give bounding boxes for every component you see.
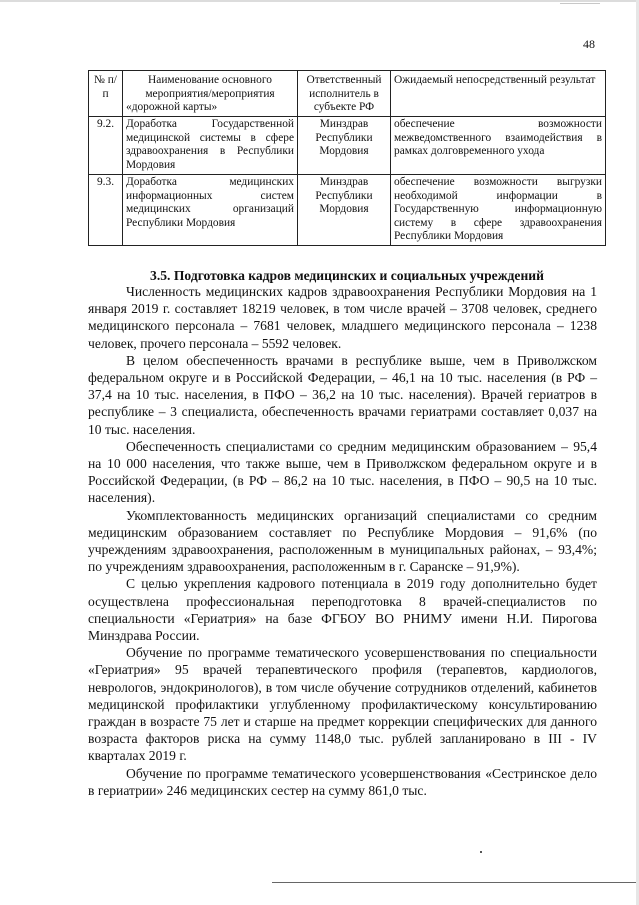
section-title: 3.5. Подготовка кадров медицинских и социальных учреждений	[150, 268, 544, 283]
paragraph: С целью укрепления кадрового потенциала в 2019 году дополнительно будет осуществлена профессиональная переподготовка 8 врачей-специалистов по специальности «Гериатрия» на базе ФГБОУ ВО РНИМУ имени Н.И. Пирогова Минздрава России.	[88, 576, 597, 644]
scan-artifact	[480, 851, 482, 853]
header-number: № п/п	[89, 71, 123, 117]
paragraph: Укомплектованность медицинских организаций специалистами со средним медицинским образованием составляет по Республике Мордовия – 91,6% (по учреждениям здравоохранения, расположенным в муниципальных районах, – 93,4%; по учреждениям здравоохранения, расположенным в г. Саранске – 91,9%).	[88, 507, 597, 575]
page-number: 48	[583, 37, 595, 51]
header-result: Ожидаемый непосредственный результат	[391, 71, 606, 117]
paragraph: Численность медицинских кадров здравоохранения Республики Мордовия на 1 января 2019 г. составляет 18219 человек, в том числе врачей – 3708 человек, среднего медицинского персонала – 7681 человек, младшего медицинского персонала – 1238 человек, прочего персонала – 5592 человек.	[88, 284, 597, 351]
row-number: 9.2.	[89, 117, 123, 175]
table-row	[89, 117, 606, 175]
scan-top-edge	[0, 0, 639, 2]
row-result: обеспечение возможности выгрузки необходимой информации в Государственную информационную систему в сфере здравоохранения Республики Мордовия	[391, 175, 606, 246]
row-activity: Доработка медицинских информационных систем медицинских организаций Республики Мордовия	[123, 175, 298, 246]
header-activity: Наименование основного мероприятия/мероприятия «дорожной карты»	[123, 71, 298, 117]
row-responsible: Минздрав Республики Мордовия	[298, 117, 391, 175]
row-responsible: Минздрав Республики Мордовия	[298, 175, 391, 246]
row-number: 9.3.	[89, 175, 123, 246]
table-header-row	[89, 71, 606, 117]
table-row	[89, 175, 606, 246]
paragraph: Обучение по программе тематического усовершенствования по специальности «Гериатрия» 95 врачей терапевтического профиля (терапевтов, кардиологов, неврологов, эндокринологов), в том числе обучение сотрудников отделений, кабинетов медицинской профилактики углубленному профилактическому консультированию граждан в возрасте 75 лет и старше на предмет коррекции специфических для данного возраста факторов риска на сумму 1148,0 тыс. рублей запланировано в III - IV кварталах 2019 г.	[88, 645, 597, 764]
row-activity: Доработка Государственной медицинской системы в сфере здравоохранения в Республики Мордовия	[123, 117, 298, 175]
header-responsible: Ответственный исполнитель в субъекте РФ	[298, 71, 391, 117]
paragraph: Обеспеченность специалистами со средним медицинским образованием – 95,4 на 10 000 населения, что также выше, чем в Приволжском федеральном округе и в Российской Федерации, (в РФ – 86,2 на 10 тыс. населения, в ПФО – 90,5 на 10 тыс. населения).	[88, 438, 597, 506]
footer-rule	[272, 882, 636, 883]
scan-artifact	[560, 3, 600, 4]
section-body	[88, 283, 597, 799]
paragraph: Обучение по программе тематического усовершенствования «Сестринское дело в гериатрии» 246 медицинских сестер на сумму 861,0 тыс.	[88, 765, 597, 798]
row-result: обеспечение возможности межведомственного взаимодействия в рамках долговременного ухода	[391, 117, 606, 175]
roadmap-table	[88, 70, 606, 246]
paragraph: В целом обеспеченность врачами в республике выше, чем в Приволжском федеральном округе и в Российской Федерации, – 46,1 на 10 тыс. населения (в РФ – 37,4 на 10 тыс. населения, в ПФО – 36,2 на 10 тыс. населения). Врачей гериатров в республике – 3 специалиста, обеспеченность врачами гериатрами составляет 0,037 на 10 тыс. населения.	[88, 352, 597, 437]
